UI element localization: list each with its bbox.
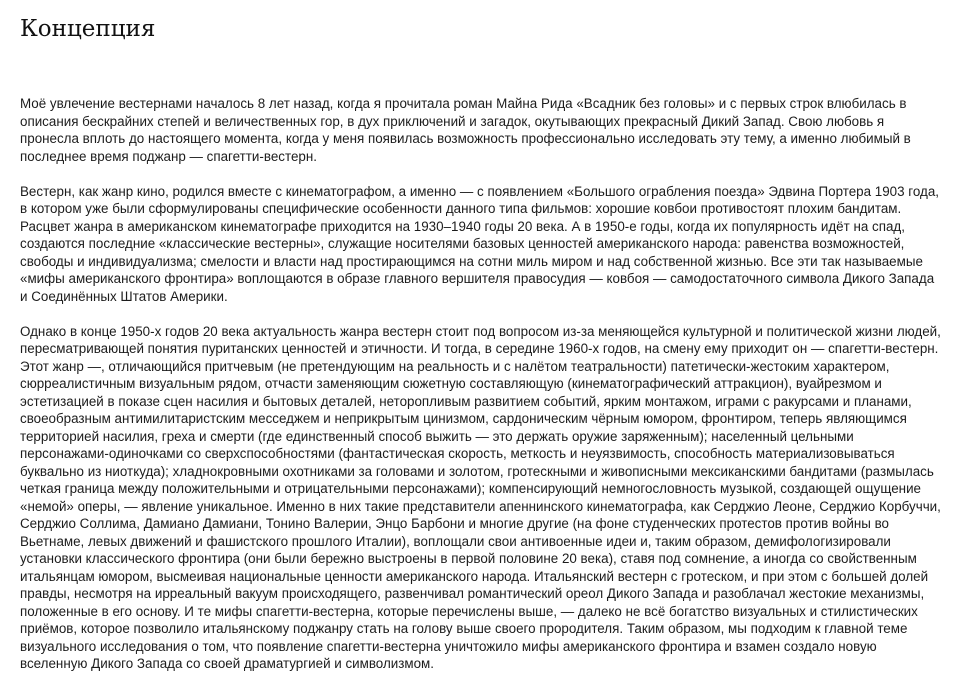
page-title: Концепция: [20, 16, 156, 42]
paragraph-intro: Моё увлечение вестернами началось 8 лет назад, когда я прочитала роман Майна Рида «Всадник без головы» и с первых строк влюбилась в описания бескрайних степей и величественных гор, в дух приключений и загадок, окутывающих прекрасный Дикий Запад. Свою любовь я пронесла вплоть до настоящего момента, когда у меня появилась возможность профессионально исследовать эту тему, а именно любимый в последнее время поджанр — спагетти-вестерн.: [20, 96, 911, 164]
paragraph-spaghetti-western: Однако в конце 1950-х годов 20 века актуальность жанра вестерн стоит под вопросом из-за меняющейся культурной и политической жизни людей, пересматривающей понятия пуританских ценностей и этичности. И тогда, в середине 1960-х годов, на смену ему приходит он — спагетти-вестерн. Этот жанр —, отличающийся притчевым (не претендующим на реальность и с налётом театральности) патетически-жестоким характером, сюрреалистичным визуальным рядом, отчасти заменяющим сюжетную составляющую (кинематографический аттракцион), вуайрезмом и эстетизацией в показе сцен насилия и бытовых деталей, неторопливым развитием событий, ярким монтажом, играми с ракурсами и планами, своеобразным антимилитаристским месседжем и неприкрытым цинизмом, сардоническим чёрным юмором, фронтиром, теперь являющимся территорией насилия, греха и смерти (где единственный способ выжить — это держать оружие заряженным); населенный цельными персонажами-одиночками со сверхспособностями (фантастическая скорость, меткость и неуязвимость, способность материализовываться буквально из ниоткуда); хладнокровными охотниками за головами и золотом, гротескными и живописными мексиканскими бандитами (размылась четкая граница между положительными и отрицательными персонажами); компенсирующий немногословность музыкой, создающей ощущение «немой» оперы, — явление уникальное. Именно в них такие представители апеннинского кинематографа, как Серджио Леоне, Серджио Корбуччи, Серджио Соллима, Дамиано Дамиани, Тонино Валерии, Энцо Барбони и многие другие (на фоне студенческих протестов против войны во Вьетнаме, левых движений и фашистского прошлого Италии), воплощали свои антивоенные идеи и, таким образом, демифологизировали установки классического фронтира (они были бережно выстроены в первой половине 20 века), ставя под сомнение, а иногда со свойственным итальянцам юмором, высмеивая национальные ценности американского народа. Итальянский вестерн с гротеском, и при этом с большей долей правды, несмотря на ирреальный вакуум происходящего, развенчивал романтический ореол Дикого Запада и разоблачал жестокие механизмы, положенные в его основу. И те мифы спагетти-вестерна, которые перечислены выше, — далеко не всё богатство визуальных и стилистических приёмов, которое позволило итальянскому поджанру стать на голову выше своего прородителя. Таким образом, мы подходим к главной теме визуального исследования о том, что появление спагетти-вестерна уничтожило мифы американского фронтира и взамен создало новую вселенную Дикого Запада со своей драматургией и символизмом.: [20, 323, 941, 671]
paragraph-western-history: Вестерн, как жанр кино, родился вместе с кинематографом, а именно — с появлением «Большого ограбления поезда» Эдвина Портера 1903 года, в котором уже были сформулированы специфические особенности данного типа фильмов: хорошие ковбои противостоят плохим бандитам. Расцвет жанра в американском кинематографе приходится на 1930–1940 годы 20 века. А в 1950-е годы, когда их популярность идёт на спад, создаются последние «классические вестерны», служащие носителями базовых ценностей американского народа: равенства возможностей, свободы и индивидуализма; смелости и власти над простирающимся на сотни миль миром и над собственной жизнью. Все эти так называемые «мифы американского фронтира» воплощаются в образе главного вершителя правосудия — ковбоя — самодостаточного символа Дикого Запада и Соединённых Штатов Америки.: [20, 183, 940, 304]
article-body: [20, 95, 942, 673]
